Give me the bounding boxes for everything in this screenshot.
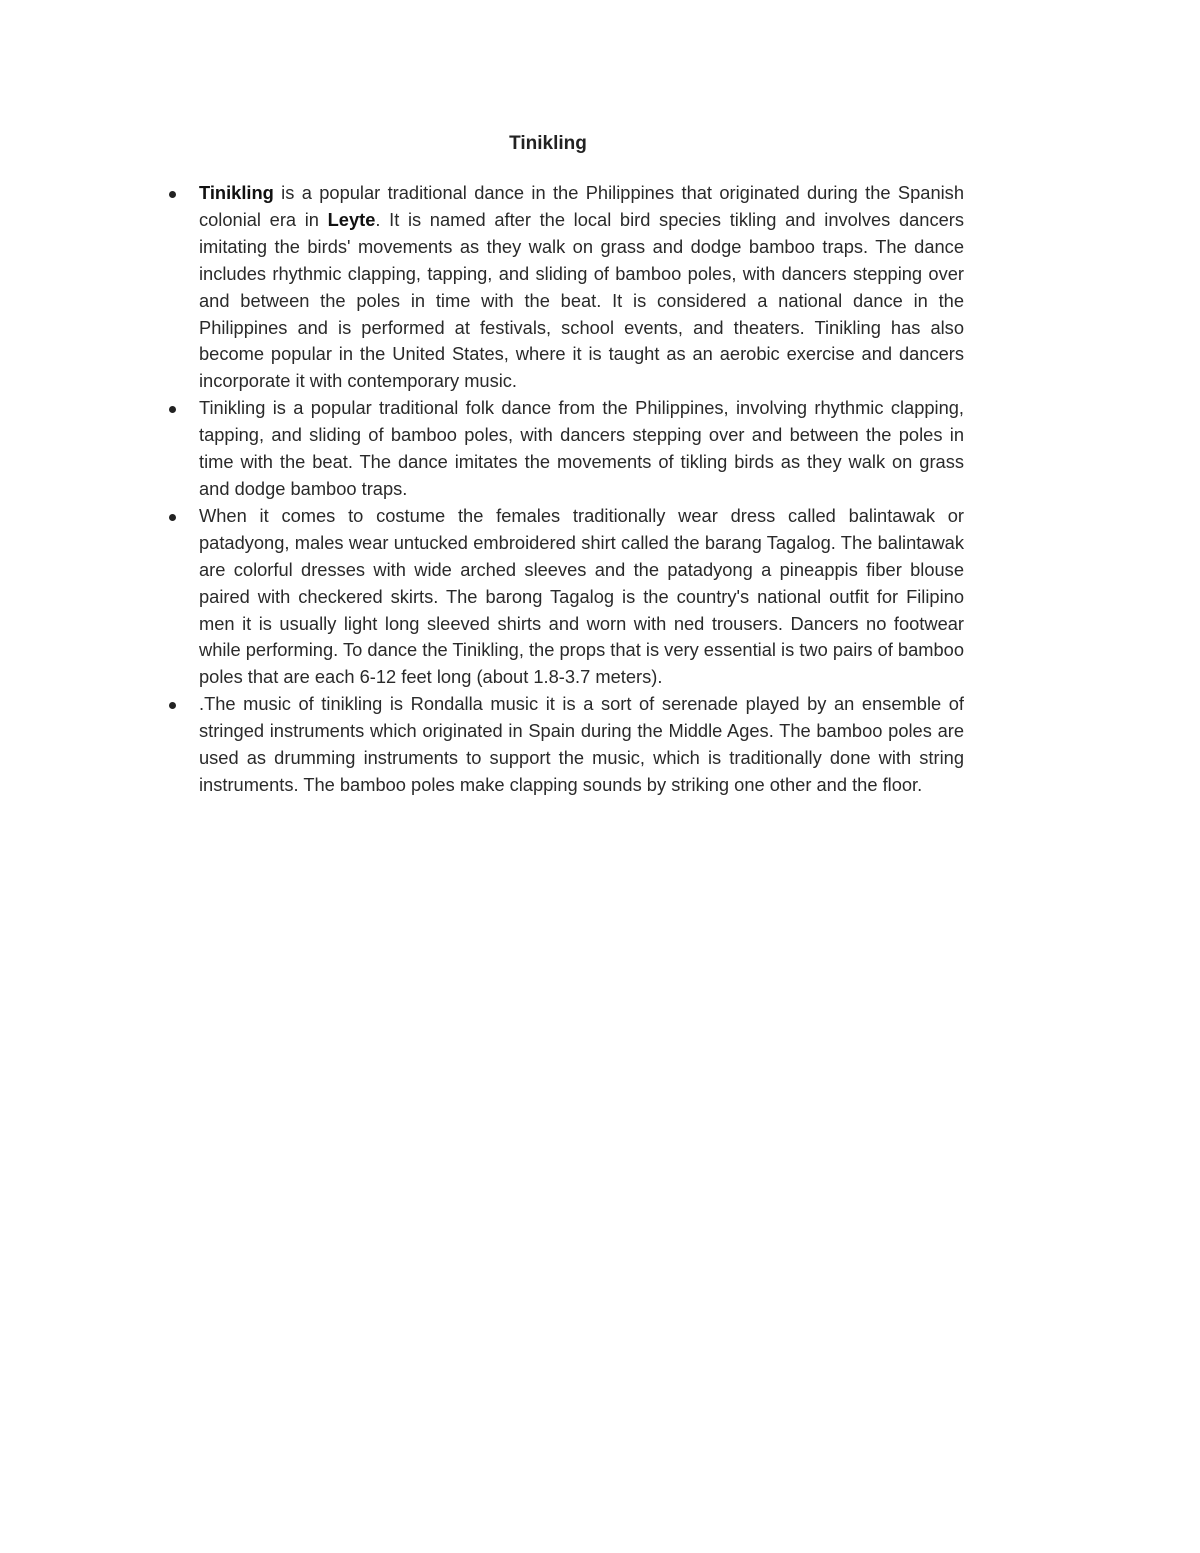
bullet-text — [199, 182, 964, 391]
bullet-dot-icon — [169, 514, 176, 521]
bullet-item-4 — [199, 691, 964, 799]
bullet-text: Tinikling is a popular traditional folk dance from the Philippines, involving rhythmic clapping, tapping, and sliding of bamboo poles, with dancers stepping over and between the poles in time with the beat. The dance imitates the movements of tikling birds as they walk on grass and dodge bamboo traps. — [199, 397, 964, 499]
bullet-text: When it comes to costume the females traditionally wear dress called balintawak or patadyong, males wear untucked embroidered shirt called the barang Tagalog. The balintawak are colorful dresses with wide arched sleeves and the patadyong a pineappis fiber blouse paired with checkered skirts. The barong Tagalog is the country's national outfit for Filipino men it is usually light long sleeved shirts and worn with ned trousers. Dancers no footwear while performing. To dance the Tinikling, the props that is very essential is two pairs of bamboo poles that are each 6-12 feet long (about 1.8-3.7 meters). — [199, 504, 964, 688]
bullet-dot-icon — [169, 406, 176, 413]
bullet-text: .The music of tinikling is Rondalla music it is a sort of serenade played by an ensemble of stringed instruments which originated in Spain during the Middle Ages. The bamboo poles are used as drumming instruments to support the music, which is traditionally done with string instruments. The bamboo poles make clapping sounds by striking one other and the floor. — [199, 693, 964, 795]
document-title: Tinikling — [509, 133, 587, 154]
bold-term: Leyte — [327, 208, 376, 230]
bullet-list — [199, 180, 964, 799]
text-run: . It is named after the local bird species tikling and involves dancers imitating the birds' movements as they walk on grass and dodge bamboo traps. The dance includes rhythmic clapping, tapping, and sliding of bamboo poles, with dancers stepping over and between the poles in time with the beat. It is considered a national dance in the Philippines and is performed at festivals, school events, and theaters. Tinikling has also become popular in the United States, where it is taught as an aerobic exercise and dancers incorporate it with contemporary music. — [199, 208, 964, 392]
bullet-dot-icon — [169, 702, 176, 709]
bold-term: Tinikling — [199, 182, 274, 203]
bullet-dot-icon — [169, 191, 176, 198]
text-run: is a popular traditional dance in the Philippines that originated during the Spanish colonial era in — [199, 182, 964, 230]
bullet-item-1 — [199, 180, 964, 395]
bullet-item-3 — [199, 503, 964, 691]
bullet-item-2 — [199, 395, 964, 503]
